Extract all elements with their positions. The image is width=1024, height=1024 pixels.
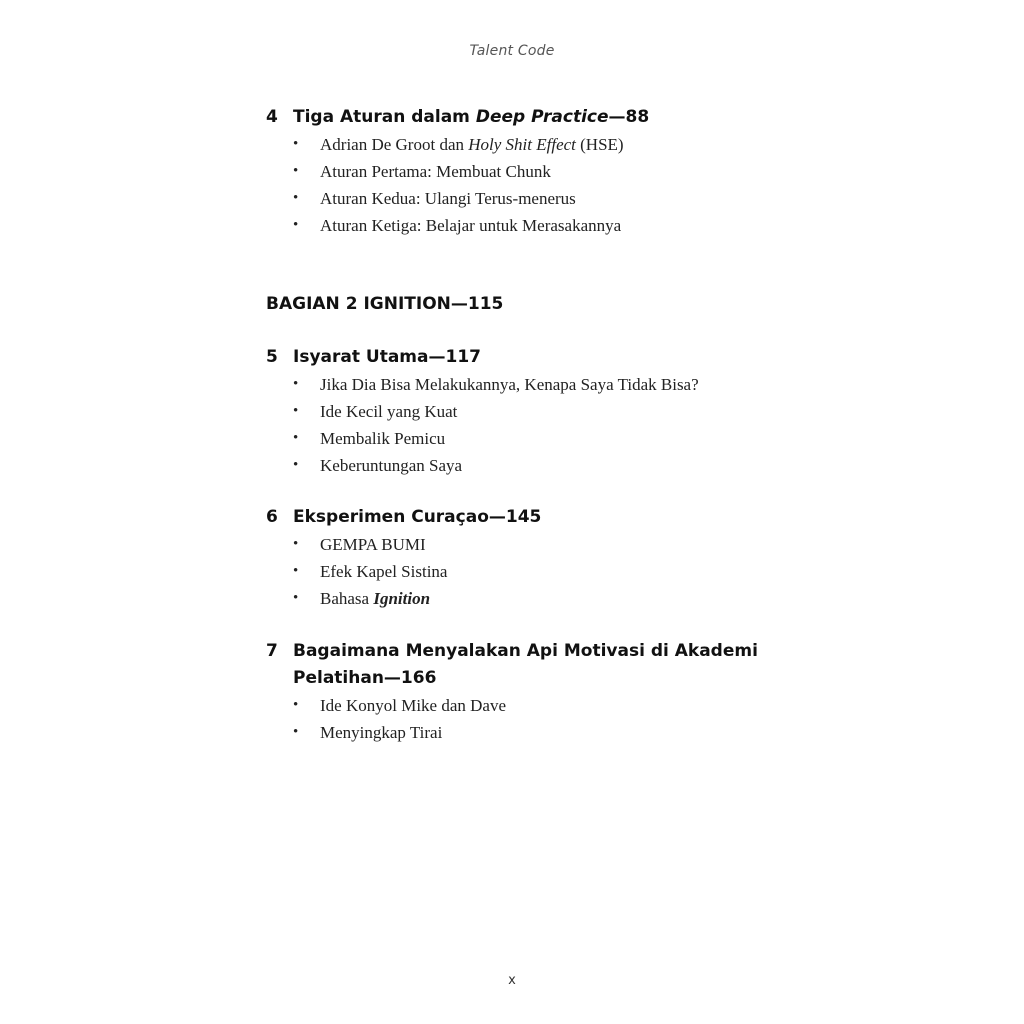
chapter-number: 6 — [266, 507, 278, 527]
list-item-text: Jika Dia Bisa Melakukannya, Kenapa Saya Tidak Bisa? — [320, 375, 699, 394]
chapter-4 — [266, 104, 766, 239]
chapter-6-items — [266, 531, 766, 612]
chapter-5-items — [266, 371, 766, 479]
list-item — [293, 425, 766, 452]
list-item-text: Efek Kapel Sistina — [320, 562, 448, 581]
chapter-5 — [266, 344, 766, 479]
text-part: Bahasa — [320, 589, 374, 608]
list-item-text: Menyingkap Tirai — [320, 723, 443, 742]
bullet-icon: • — [293, 457, 299, 473]
chapter-title-text: Tiga Aturan dalam — [293, 107, 476, 127]
chapter-7-items — [266, 692, 766, 746]
list-item — [293, 692, 766, 719]
list-item-text: Aturan Pertama: Membuat Chunk — [320, 162, 551, 181]
chapter-7-heading — [266, 638, 766, 692]
list-item — [293, 371, 766, 398]
part-heading: BAGIAN 2 IGNITION—115 — [266, 294, 504, 314]
list-item — [293, 719, 766, 746]
chapter-number: 5 — [266, 347, 278, 367]
list-item — [293, 558, 766, 585]
bullet-icon: • — [293, 403, 299, 419]
list-item-text — [320, 131, 624, 158]
bullet-icon: • — [293, 590, 299, 606]
chapter-title — [293, 104, 766, 131]
text-part: Adrian De Groot dan — [320, 135, 469, 154]
text-part: (HSE) — [575, 135, 624, 154]
bullet-icon: • — [293, 697, 299, 713]
chapter-title-line: Bagaimana Menyalakan Api Motivasi di Akademi — [293, 641, 758, 661]
bullet-icon: • — [293, 430, 299, 446]
chapter-number: 4 — [266, 107, 278, 127]
bullet-icon: • — [293, 136, 299, 152]
list-item — [293, 131, 766, 158]
bullet-icon: • — [293, 376, 299, 392]
text-italic: Ignition — [373, 589, 431, 608]
page-number: x — [508, 973, 516, 988]
chapter-title-italic: Deep Practice — [475, 107, 609, 127]
chapter-title: Isyarat Utama—117 — [293, 347, 481, 367]
list-item — [293, 585, 766, 612]
text-italic: Holy Shit Effect — [468, 135, 576, 154]
chapter-6-heading — [266, 504, 766, 531]
list-item — [293, 158, 766, 185]
bullet-icon: • — [293, 190, 299, 206]
list-item-text: Ide Konyol Mike dan Dave — [320, 696, 507, 715]
chapter-page-ref: —88 — [608, 107, 650, 127]
chapter-5-heading — [266, 344, 766, 371]
list-item-text — [320, 585, 430, 612]
list-item — [293, 212, 766, 239]
chapter-number: 7 — [266, 641, 278, 661]
list-item — [293, 531, 766, 558]
list-item-text: Keberuntungan Saya — [320, 456, 463, 475]
bullet-icon: • — [293, 536, 299, 552]
list-item-text: Ide Kecil yang Kuat — [320, 402, 458, 421]
list-item-text: Membalik Pemicu — [320, 429, 446, 448]
chapter-4-items — [266, 131, 766, 239]
chapter-title-line: Pelatihan—166 — [293, 668, 437, 688]
list-item-text: GEMPA BUMI — [320, 535, 426, 554]
bullet-icon: • — [293, 724, 299, 740]
list-item-text: Aturan Kedua: Ulangi Terus-menerus — [320, 189, 576, 208]
chapter-title — [293, 638, 766, 692]
list-item — [293, 398, 766, 425]
bullet-icon: • — [293, 563, 299, 579]
list-item — [293, 452, 766, 479]
chapter-4-heading — [266, 104, 766, 131]
running-head: Talent Code — [469, 43, 555, 59]
bullet-icon: • — [293, 217, 299, 233]
bullet-icon: • — [293, 163, 299, 179]
chapter-title: Eksperimen Curaçao—145 — [293, 507, 542, 527]
chapter-7 — [266, 638, 766, 746]
chapter-6 — [266, 504, 766, 612]
list-item — [293, 185, 766, 212]
list-item-text: Aturan Ketiga: Belajar untuk Merasakannya — [320, 216, 622, 235]
